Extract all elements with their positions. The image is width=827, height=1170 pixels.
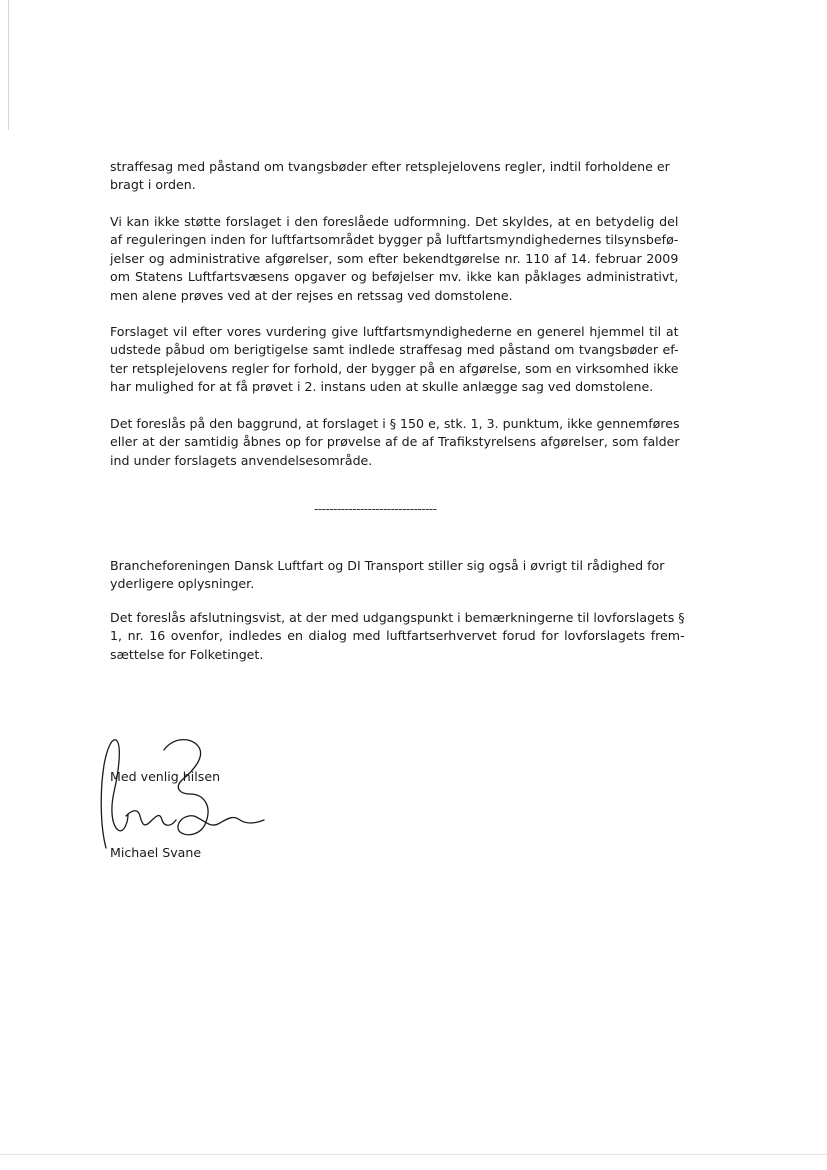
paragraph-2-line-4: om Statens Luftfartsvæsens opgaver og beføjelser mv. ikke kan påklages administrativt, <box>110 269 679 285</box>
paragraph-2-line-3: jelser og administrative afgørelser, som efter bekendtgørelse nr. 110 af 14. februar 2009 <box>110 250 679 266</box>
paragraph-4 <box>110 415 680 470</box>
paragraph-1-line-2: bragt i orden. <box>110 177 196 193</box>
paragraph-6 <box>110 609 685 664</box>
paragraph-6-line-3: sættelse for Folketinget. <box>110 646 264 662</box>
paragraph-2-line-2: af reguleringen inden for luftfartsområdet bygger på luftfartsmyndighedernes tilsynsbefø- <box>110 232 679 248</box>
paragraph-4-line-1: Det foreslås på den baggrund, at forslaget i § 150 e, stk. 1, 3. punktum, ikke gennemføres <box>110 416 680 431</box>
paragraph-1 <box>110 158 670 195</box>
paragraph-5 <box>110 557 664 594</box>
paragraph-5-line-2: yderligere oplysninger. <box>110 576 255 592</box>
paragraph-3-line-1: Forslaget vil efter vores vurdering give luftfartsmyndighederne en generel hjemmel til at <box>110 324 679 339</box>
section-separator: -------------------------------- <box>314 502 437 516</box>
paragraph-4-line-2: eller at der samtidig åbnes op for prøvelse af de af Trafikstyrelsens afgørelser, som falder <box>110 434 680 450</box>
paragraph-6-line-1: Det foreslås afslutningsvist, at der med udgangspunkt i bemærkningerne til lovforslagets § <box>110 610 685 625</box>
handwritten-signature <box>94 730 274 860</box>
paragraph-3 <box>110 323 679 397</box>
paragraph-6-line-2: 1, nr. 16 ovenfor, indledes en dialog med luftfartserhvervet forud for lovforslagets frem- <box>110 628 685 644</box>
paragraph-3-line-3: ter retsplejelovens regler for forhold, der bygger på en afgørelse, som en virksomhed ikke <box>110 360 679 376</box>
paragraph-2 <box>110 213 678 305</box>
closing-salutation: Med venlig hilsen <box>110 769 221 784</box>
paragraph-3-line-2: udstede påbud om berigtigelse samt indlede straffesag med påstand om tvangsbøder ef- <box>110 342 679 358</box>
paragraph-3-line-4: har mulighed for at få prøvet i 2. instans uden at skulle anlægge sag ved domstolene. <box>110 379 654 395</box>
paragraph-1-line-1: straffesag med påstand om tvangsbøder efter retsplejelovens regler, indtil forholdene er <box>110 159 670 174</box>
paragraph-5-line-1: Brancheforeningen Dansk Luftfart og DI Transport stiller sig også i øvrigt til rådighed for <box>110 558 665 573</box>
paragraph-4-line-3: ind under forslagets anvendelsesområde. <box>110 452 373 468</box>
scan-edge-left <box>8 0 9 130</box>
scan-edge-bottom <box>0 1154 827 1155</box>
paragraph-2-line-5: men alene prøves ved at der rejses en retssag ved domstolene. <box>110 287 513 303</box>
paragraph-2-line-1: Vi kan ikke støtte forslaget i den foreslåede udformning. Det skyldes, at en betydelig del <box>110 214 679 229</box>
sender-name: Michael Svane <box>110 845 202 860</box>
